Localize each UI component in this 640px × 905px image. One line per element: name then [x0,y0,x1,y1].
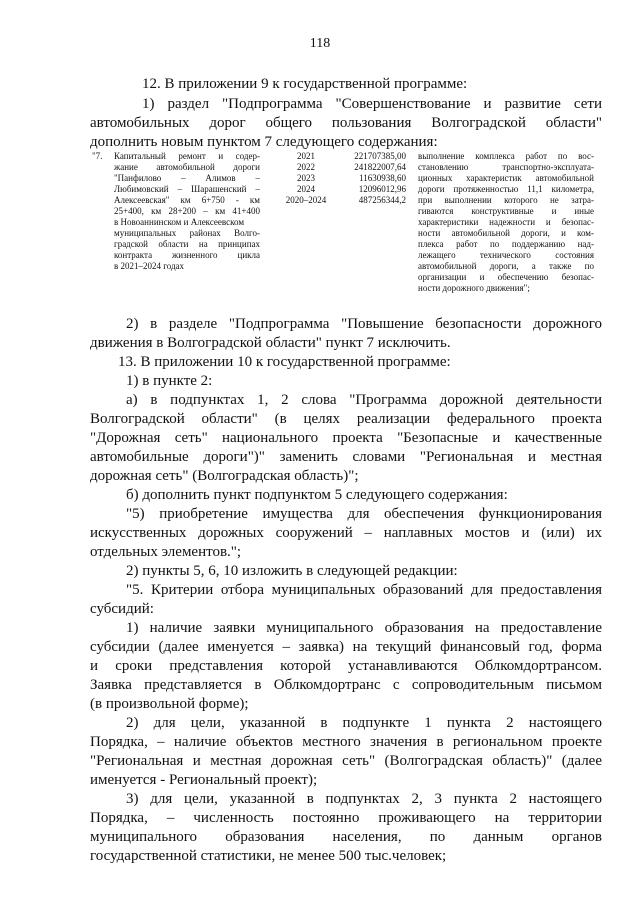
text-line: 3) для цели, указанной в подпунктах 2, 3 пункта 2 настоящего [126,791,602,807]
text-line: Порядка, – наличие объектов местного значения в региональном проекте [90,734,602,750]
text-line: (в произвольной форме); [90,696,249,712]
text-line: искусственных дорожных сооружений – наплавных мостов и (или) их [90,525,602,541]
text-line: дополнить новым пунктом 7 следующего содержания: [90,134,438,150]
text-line: государственной статистики, не менее 500 тыс.человек; [90,848,447,864]
text-line: 1) наличие заявки муниципального образования на предоставление [126,620,602,636]
paragraph-item-12: 12. В приложении 9 к государственной программе: [142,76,468,92]
text-line: 1) раздел "Подпрограмма "Совершенствование и развитие сети [142,96,602,112]
text-line: автомобильных дорог общего пользования Волгоградской области" [90,115,602,131]
description-cell: Капитальный ремонт и содер- жание автомобильной дороги "Панфилово – Алимов – Любимовский – Шарашенский – Алексеевская" км 6+750 - км 25+400, км 28+200 – км 41+400 в Новоаннинском и Алексеевском муниципальных районах Волго- градской области на принципах контракта жизненного цикла в 2021–2024 годах [114,151,260,271]
text-line: дорожная сеть" (Волгоградская область)"; [90,468,359,484]
text-line: а) в подпунктах 1, 2 слова "Программа дорожной деятельности [126,392,602,408]
text-line: 2) в разделе "Подпрограмма "Повышение безопасности дорожного [126,316,602,332]
text-line: "5. Критерии отбора муниципальных образований для предоставления [126,582,602,598]
paragraph-item-2: 2) пункты 5, 6, 10 изложить в следующей редакции: [126,563,458,579]
text-line: "Региональная и местная дорожная сеть" (Волгоградская область)" (далее [90,753,602,769]
text-line: 2) для цели, указанной в подпункте 1 пункта 2 настоящего [126,715,602,731]
row-number: "7. [92,151,103,161]
text-line: Порядка, – численность постоянно проживающего на территории [90,810,602,826]
text-line: отдельных элементов."; [90,544,242,560]
text-line: Заявка представляется в Облкомдортранс с сопроводительным письмом [90,677,602,693]
amounts-cell: 221707385,00 241822007,64 11630938,60 12096012,96 487256344,2 [354,151,406,205]
text-line: автомобильные дороги")" заменить словами "Региональная и местная [90,449,602,465]
text-line: и сроки представления которой устанавливаются Облкомдортрансом. [90,658,602,674]
text-line: муниципального образования населения, по данным органов [90,829,602,845]
text-line: движения в Волгоградской области" пункт 7 исключить. [90,335,451,351]
result-cell: выполнение комплекса работ по вос- становлению транспортно-эксплуата- ционных характеристик автомобильной дороги протяженностью 11,1 километра, при выполнении которого не затра- гиваются конструктивные и иные характеристики надежности и безопас- ности автомобильной дороги, и ком- плекса работ по поддержанию над- лежащего технического состояния автомобильной дороги, а также по организации и обеспечению безопас- ности дорожного движения"; [418,151,594,293]
paragraph-item-13: 13. В приложении 10 к государственной программе: [118,354,451,370]
paragraph-subitem-b: б) дополнить пункт подпунктом 5 следующего содержания: [126,487,508,503]
text-line: "5) приобретение имущества для обеспечения функционирования [126,506,602,522]
text-line: субсидий: [90,601,154,617]
text-line: Волгоградской области" (в целях реализации федерального проекта [90,411,602,427]
text-line: именуется - Региональный проект); [90,772,318,788]
program-table-row [92,151,602,301]
page-number: 118 [309,36,331,51]
text-line: субсидии (далее именуется – заявка) на текущий финансовый год, форма [90,639,602,655]
text-line: 1) в пункте 2: [126,373,213,389]
text-line: "Дорожная сеть" национального проекта "Безопасные и качественные [90,430,602,446]
years-cell: 2021 2022 2023 2024 2020–2024 [285,151,327,205]
